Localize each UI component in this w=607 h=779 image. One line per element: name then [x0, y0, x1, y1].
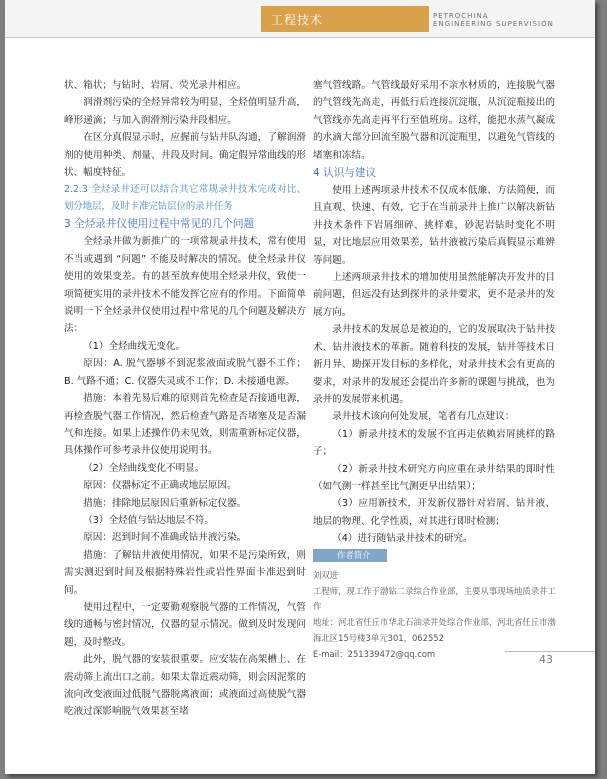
section-title: 工程技术 — [271, 13, 324, 27]
author-email: E-mail：251339472@qq.com — [313, 648, 436, 659]
author-bio: 工程师，现工作于渤钻二录综合作业部，主要从事现场地质录井工作 — [313, 585, 556, 612]
journal-page — [5, 0, 595, 774]
author-bio-box — [313, 548, 563, 663]
body-paragraph: 塞气管线路。气管线最好采用不亲水材质的，连接脱气器的气管线先高走，再低行后连接沉淀瓶，从沉淀瓶接出的气管线亦先高走再平行至值班房。这样，能把水蒸气凝成的水滴大部分回流至脱气器和沉淀瓶里，以避免气管线的堵塞和冻结。 — [313, 80, 555, 161]
section-heading: 4 认识与建议 — [313, 167, 377, 180]
body-paragraph: 录井技术的发展总是被迫的，它的发展取决于钻井技术、钻井液技术的革新。随着科技的发展，钻井等技术日新月异、勘探开发目标的多样化，对录井技术会有更高的要求，对录井的发展还会提出许多新的课题与挑战，也为录井的发展带来机遇。 — [313, 324, 555, 405]
left-column — [64, 77, 306, 721]
author-address: 地址：河北省任丘市华北石油录井处综合作业部，河北省任丘市渤海北区15号楼3单元301，062552 — [313, 617, 556, 643]
page-number-rule — [505, 651, 595, 652]
journal-name-line2: ENGINEERING SUPERVISION — [433, 20, 554, 28]
body-paragraph: 状、箱状；与钻时、岩屑、荧光录井相应。 — [64, 80, 247, 91]
body-paragraph: （3）应用新技术，开发新仪器针对岩屑、钻井液、地层的物理、化学性质，对其进行即时检测； — [313, 498, 555, 527]
body-paragraph: 录井技术该向何处发展，笔者有几点建议： — [332, 411, 515, 423]
header-divider — [429, 8, 430, 32]
journal-name-line1: PETROCHINA — [433, 12, 489, 20]
body-paragraph: 原因：迟到时间不准确或钻井液污染。 — [83, 532, 247, 544]
subsection-heading: 2.2.3 全烃录井还可以结合其它常规录井技术完成对比、划分地层，及时卡准完钻层位的录井任务 — [64, 184, 306, 213]
body-paragraph: 原因：仪器标定不正确或地层原因。 — [83, 480, 237, 492]
body-paragraph: 此外，脱气器的安装很重要。应安装在高架槽上、在震动筛上流出口之前。如果太靠近震动筛，则会因泥浆的流向改变液面过低脱气器脱离液面；或液面过高使脱气器吃液过深影响脱气效果甚至堵 — [64, 654, 306, 718]
body-paragraph: 上述两项录井技术的增加使用虽然能解决开发井的目前问题，但远没有达到探井的录井要求，更不是录井的发展方向。 — [313, 272, 555, 318]
header-rule — [5, 37, 595, 38]
body-paragraph: （1）新录井技术的发展不宜再走依赖岩屑挑样的路子； — [313, 428, 555, 458]
body-paragraph: 措施：排除地层原因后重新标定仪器。 — [83, 497, 247, 509]
body-paragraph: 在区分真假显示时，应握前与钻井队沟通，了解润滑剂的使用种类、剂量、井段及时间。确定假异常曲线的形状、幅度特征。 — [64, 132, 306, 179]
section-heading: 3 全烃录井仪使用过程中常见的几个问题 — [64, 218, 255, 231]
body-paragraph: （2）新录井技术研究方向应重在录井结果的即时性（如气测一样甚至比气测更早出结果）； — [313, 463, 555, 492]
body-paragraph: 使用过程中，一定要勤观察脱气器的工作情况，气管线的通畅与密封情况，仪器的显示情况。做到及时发现问题，及时整改。 — [64, 601, 306, 648]
body-paragraph: 原因：A. 脱气器够不到泥浆液面或脱气器不工作；B. 气路不通；C. 仪器失灵或不工作；D. 未接通电源。 — [64, 358, 306, 387]
page-header — [5, 0, 595, 37]
body-paragraph: 措施：本着先易后难的原则首先检查是否接通电源，再检查脱气器工作情况，然后检查气路是否堵塞及是否漏气和连接。如果上述操作仍未见效，则需重新标定仪器，具体操作可参考录井仪使用说明书。 — [64, 393, 306, 457]
body-paragraph: 润滑剂污染的全烃异常较为明显，全烃值明显升高，峰形递滴；与加入润滑剂污染井段相应。 — [64, 97, 306, 126]
author-bio-label: 作者简介 — [313, 549, 387, 562]
body-paragraph: （1）全烃曲线无变化。 — [83, 340, 186, 352]
body-paragraph: （3）全烃值与钻达地层不符。 — [83, 514, 215, 526]
body-paragraph: （4）进行随钻录井技术的研究。 — [332, 533, 473, 545]
body-paragraph: （2）全烃曲线变化不明显。 — [83, 462, 205, 474]
author-name: 刘双进 — [313, 569, 339, 580]
section-tab — [261, 6, 429, 32]
body-paragraph: 全烃录井做为新推广的一项常规录井技术，常有使用不当或遇到 “问题” 不能及时解决的情况。使全烃录井仪使用的效果变差。有的甚至放弃使用全烃录井仪，致使一项简便实用的录井技术不能发挥它应有的作用。下面简单说明一下全烃录井仪使用过程中常见的几个问题及解决方法： — [64, 236, 306, 335]
body-paragraph: 措施：了解钻井液使用情况，如果不是污染所致，则需实测迟到时间及根据特殊岩性或岩性界面卡准迟到时间。 — [64, 549, 306, 596]
page-number: 43 — [539, 653, 553, 666]
right-column — [313, 77, 555, 548]
body-paragraph: 使用上述两项录井技术不仅成本低廉、方法简便，而且直观、快速、有效，它于在当前录井上推广以解决新钻井技术条件下岩屑细碎、挑样难，砂泥岩钻时变化不明显，对比地层应用效果差，钻井液被污染后真假显示难辨等问题。 — [313, 185, 555, 266]
journal-name — [433, 12, 554, 28]
